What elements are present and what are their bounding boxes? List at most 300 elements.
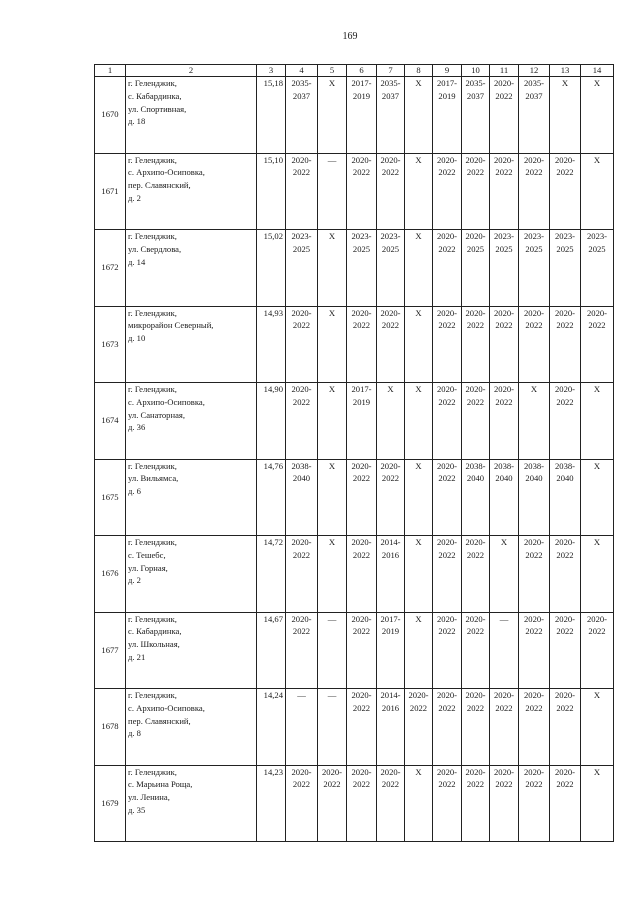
- period-line: 2022: [438, 702, 456, 713]
- address-line: ул. Санаторная,: [128, 409, 185, 420]
- period-line: 2014-: [380, 690, 401, 700]
- period-cell: [581, 612, 614, 689]
- period-cell: [519, 383, 550, 460]
- period-line: 2017-: [380, 613, 401, 624]
- period-line: X: [415, 307, 422, 318]
- period-line: 2020-: [586, 307, 608, 318]
- period-line: 2020-: [291, 537, 312, 547]
- period-line: 2025: [292, 243, 311, 254]
- period-line: 2020-: [321, 766, 343, 777]
- period-cell: [519, 459, 550, 536]
- period-line: 2023-: [291, 231, 312, 241]
- period-line: X: [328, 231, 336, 241]
- period-line: 2019: [381, 626, 400, 637]
- period-cell: [286, 459, 318, 536]
- period-cell: [405, 459, 433, 536]
- period-cell: [462, 230, 490, 307]
- column-number-header: 9: [433, 65, 462, 77]
- period-cell: [490, 383, 519, 460]
- period-cell: [377, 153, 405, 230]
- period-cell: [462, 612, 490, 689]
- row-number: 1673: [95, 306, 126, 383]
- row-number: 1679: [95, 765, 126, 842]
- period-line: 2022: [292, 167, 311, 178]
- period-cell: [490, 306, 519, 383]
- period-cell: [318, 536, 347, 613]
- address-line: микрорайон Северный,: [128, 320, 214, 331]
- period-cell: [377, 77, 405, 154]
- period-line: 2022: [438, 626, 456, 637]
- period-cell: [550, 536, 581, 613]
- address-line: д. 10: [128, 333, 146, 344]
- period-line: 2020-: [523, 613, 545, 624]
- period-line: 2022: [381, 167, 400, 178]
- address-line: г. Геленджик,: [128, 690, 177, 700]
- period-line: 2022: [438, 549, 456, 560]
- period-cell: [405, 765, 433, 842]
- address-line: д. 35: [128, 804, 146, 815]
- period-line: 2022: [495, 779, 513, 790]
- column-number-header: 4: [286, 65, 318, 77]
- period-line: 2023-: [380, 231, 401, 241]
- period-cell: [286, 153, 318, 230]
- period-line: 2022: [381, 473, 400, 484]
- value-cell: 14,67: [257, 612, 286, 689]
- period-line: 2020-: [465, 613, 486, 624]
- period-line: X: [415, 613, 422, 624]
- row-number: 1670: [95, 77, 126, 154]
- period-cell: [405, 383, 433, 460]
- period-line: 2023-: [351, 231, 372, 241]
- period-cell: [519, 536, 550, 613]
- address-cell: [126, 689, 257, 766]
- period-cell: [433, 612, 462, 689]
- row-number: 1675: [95, 459, 126, 536]
- period-line: 2016: [381, 702, 400, 713]
- period-line: 2035-: [523, 78, 545, 88]
- period-cell: [347, 459, 377, 536]
- address-cell: [126, 536, 257, 613]
- period-line: 2040: [495, 473, 513, 484]
- period-cell: [347, 77, 377, 154]
- period-cell: [550, 765, 581, 842]
- period-line: —: [499, 613, 509, 624]
- period-line: 2020-: [554, 307, 576, 318]
- period-line: 2022: [292, 779, 311, 790]
- period-line: 2022: [438, 473, 456, 484]
- period-line: 2022: [438, 243, 456, 254]
- period-line: 2020-: [380, 766, 401, 777]
- period-line: 2020-: [554, 154, 576, 165]
- period-cell: [318, 612, 347, 689]
- period-line: 2037: [525, 90, 543, 101]
- period-line: X: [415, 537, 422, 547]
- address-line: с. Марьина Роща,: [128, 779, 193, 790]
- period-cell: [462, 536, 490, 613]
- period-line: 2020-: [351, 154, 372, 165]
- period-line: 2020-: [465, 690, 486, 700]
- period-line: 2020-: [465, 231, 486, 241]
- period-line: 2038-: [523, 460, 545, 471]
- period-line: X: [415, 231, 422, 241]
- address-line: с. Кабардинка,: [128, 626, 182, 637]
- period-line: X: [530, 384, 538, 394]
- address-line: г. Геленджик,: [128, 307, 177, 318]
- period-line: 2022: [556, 167, 574, 178]
- period-line: 2020-: [554, 384, 576, 394]
- period-line: 2020-: [493, 690, 515, 700]
- period-line: 2022: [525, 779, 543, 790]
- period-line: 2020-: [436, 154, 458, 165]
- period-cell: [581, 230, 614, 307]
- period-cell: [490, 459, 519, 536]
- address-line: с. Архипо-Осиповка,: [128, 702, 205, 713]
- period-line: 2040: [466, 473, 485, 484]
- address-line: с. Архипо-Осиповка,: [128, 167, 205, 178]
- period-line: 2020-: [351, 690, 372, 700]
- period-line: X: [593, 78, 601, 88]
- period-cell: [433, 689, 462, 766]
- period-line: 2019: [352, 90, 371, 101]
- row-number: 1676: [95, 536, 126, 613]
- address-cell: [126, 306, 257, 383]
- period-line: 2022: [292, 396, 311, 407]
- period-line: 2022: [495, 167, 513, 178]
- period-cell: [550, 230, 581, 307]
- period-line: 2020-: [291, 307, 312, 318]
- address-line: д. 14: [128, 256, 146, 267]
- period-line: 2020-: [291, 384, 312, 394]
- period-line: 2020-: [291, 154, 312, 165]
- period-line: X: [593, 460, 601, 471]
- column-number-row: [95, 65, 614, 77]
- period-line: 2020-: [351, 307, 372, 318]
- period-cell: [318, 306, 347, 383]
- value-cell: 14,93: [257, 306, 286, 383]
- period-line: 2017-: [351, 384, 372, 394]
- period-cell: [347, 383, 377, 460]
- period-cell: [286, 765, 318, 842]
- period-cell: [433, 153, 462, 230]
- address-cell: [126, 612, 257, 689]
- period-line: 2020-: [465, 766, 486, 777]
- period-line: 2020-: [436, 460, 458, 471]
- period-line: 2022: [352, 320, 371, 331]
- period-cell: [490, 612, 519, 689]
- period-line: 2025: [466, 243, 485, 254]
- period-line: 2020-: [408, 690, 429, 700]
- address-line: г. Геленджик,: [128, 613, 177, 624]
- schedule-table: [94, 64, 614, 842]
- period-line: 2020-: [351, 613, 372, 624]
- row-number: 1674: [95, 383, 126, 460]
- period-cell: [377, 383, 405, 460]
- period-line: 2022: [438, 396, 456, 407]
- period-cell: [550, 383, 581, 460]
- period-cell: [462, 153, 490, 230]
- period-cell: [550, 459, 581, 536]
- address-cell: [126, 459, 257, 536]
- period-cell: [286, 689, 318, 766]
- address-line: г. Геленджик,: [128, 78, 177, 88]
- period-line: 2025: [525, 243, 543, 254]
- period-cell: [433, 77, 462, 154]
- column-number-header: 7: [377, 65, 405, 77]
- period-line: —: [327, 154, 337, 165]
- row-number: 1672: [95, 230, 126, 307]
- value-cell: 15,10: [257, 153, 286, 230]
- address-line: д. 2: [128, 575, 141, 586]
- period-line: 2020-: [465, 154, 486, 165]
- period-cell: [433, 306, 462, 383]
- address-line: д. 36: [128, 422, 146, 433]
- period-line: 2022: [292, 549, 311, 560]
- period-line: 2022: [556, 549, 574, 560]
- address-line: г. Геленджик,: [128, 460, 177, 471]
- address-line: с. Кабардинка,: [128, 90, 182, 101]
- period-line: 2020-: [291, 613, 312, 624]
- address-line: ул. Горная,: [128, 562, 168, 573]
- period-cell: [405, 230, 433, 307]
- period-line: 2025: [352, 243, 371, 254]
- period-line: 2038-: [554, 460, 576, 471]
- period-line: 2023-: [493, 231, 515, 241]
- period-cell: [318, 689, 347, 766]
- period-line: 2037: [466, 90, 485, 101]
- address-line: пер. Славянский,: [128, 180, 191, 191]
- period-cell: [405, 77, 433, 154]
- period-line: 2022: [466, 702, 485, 713]
- period-line: 2022: [466, 396, 485, 407]
- period-line: 2022: [556, 626, 574, 637]
- period-line: 2038-: [465, 460, 486, 471]
- period-line: 2040: [525, 473, 543, 484]
- period-cell: [347, 536, 377, 613]
- period-line: 2022: [381, 320, 400, 331]
- period-line: 2022: [495, 396, 513, 407]
- period-line: 2022: [323, 779, 341, 790]
- period-cell: [433, 230, 462, 307]
- period-cell: [462, 77, 490, 154]
- address-line: пер. Славянский,: [128, 715, 191, 726]
- period-line: 2022: [466, 549, 485, 560]
- period-cell: [405, 612, 433, 689]
- period-line: 2020-: [436, 231, 458, 241]
- address-line: г. Геленджик,: [128, 384, 177, 394]
- period-line: 2038-: [291, 460, 312, 471]
- table-row: [95, 77, 614, 154]
- period-cell: [377, 689, 405, 766]
- address-line: д. 18: [128, 116, 146, 127]
- column-number-header: 1: [95, 65, 126, 77]
- value-cell: 15,18: [257, 77, 286, 154]
- column-number-header: 12: [519, 65, 550, 77]
- period-line: X: [415, 460, 422, 471]
- period-line: 2020-: [554, 766, 576, 777]
- period-line: X: [415, 154, 422, 165]
- period-line: X: [415, 78, 422, 88]
- period-line: 2022: [556, 396, 574, 407]
- period-line: 2022: [352, 779, 371, 790]
- period-line: 2020-: [380, 460, 401, 471]
- address-line: г. Геленджик,: [128, 231, 177, 241]
- period-line: 2035-: [380, 78, 401, 88]
- period-line: 2020-: [554, 537, 576, 547]
- period-cell: [286, 612, 318, 689]
- period-cell: [377, 459, 405, 536]
- period-line: 2023-: [554, 231, 576, 241]
- address-line: с. Тешебс,: [128, 549, 166, 560]
- period-line: 2020-: [436, 537, 458, 547]
- address-line: г. Геленджик,: [128, 766, 177, 777]
- address-cell: [126, 383, 257, 460]
- period-cell: [519, 689, 550, 766]
- period-cell: [490, 689, 519, 766]
- period-line: X: [328, 384, 336, 394]
- period-line: 2016: [381, 549, 400, 560]
- period-line: 2020-: [523, 307, 545, 318]
- page-number: 169: [342, 31, 358, 42]
- period-line: 2017-: [351, 78, 372, 88]
- table-row: [95, 536, 614, 613]
- period-line: 2025: [588, 243, 606, 254]
- period-line: 2040: [292, 473, 311, 484]
- address-line: д. 21: [128, 651, 146, 662]
- period-cell: [405, 153, 433, 230]
- period-line: 2020-: [291, 766, 312, 777]
- period-line: 2020-: [523, 766, 545, 777]
- period-line: 2022: [525, 549, 543, 560]
- period-line: 2023-: [523, 231, 545, 241]
- period-cell: [462, 689, 490, 766]
- table-row: [95, 383, 614, 460]
- period-line: 2022: [381, 779, 400, 790]
- period-cell: [377, 765, 405, 842]
- table-row: [95, 153, 614, 230]
- period-cell: [318, 765, 347, 842]
- period-cell: [377, 536, 405, 613]
- period-cell: [347, 612, 377, 689]
- period-line: 2020-: [493, 154, 515, 165]
- period-line: 2022: [588, 626, 606, 637]
- period-line: 2019: [352, 396, 371, 407]
- column-number-header: 10: [462, 65, 490, 77]
- period-cell: [490, 230, 519, 307]
- period-cell: [581, 536, 614, 613]
- column-number-header: 6: [347, 65, 377, 77]
- period-line: 2022: [556, 779, 574, 790]
- period-line: 2023-: [586, 231, 608, 241]
- address-cell: [126, 230, 257, 307]
- period-line: 2022: [556, 702, 574, 713]
- column-number-header: 2: [126, 65, 257, 77]
- period-cell: [550, 77, 581, 154]
- period-line: 2020-: [523, 154, 545, 165]
- period-line: 2022: [495, 320, 513, 331]
- table-row: [95, 459, 614, 536]
- period-cell: [519, 153, 550, 230]
- period-line: 2022: [525, 702, 543, 713]
- period-line: 2020-: [351, 537, 372, 547]
- period-line: 2020-: [436, 307, 458, 318]
- column-number-header: 5: [318, 65, 347, 77]
- value-cell: 15,02: [257, 230, 286, 307]
- period-line: 2022: [352, 702, 371, 713]
- period-line: 2022: [466, 167, 485, 178]
- period-line: 2025: [495, 243, 513, 254]
- period-cell: [433, 459, 462, 536]
- period-line: 2035-: [291, 78, 312, 88]
- period-line: X: [593, 537, 601, 547]
- address-line: ул. Свердлова,: [128, 243, 182, 254]
- address-line: г. Геленджик,: [128, 537, 177, 547]
- table-row: [95, 230, 614, 307]
- period-line: 2022: [438, 167, 456, 178]
- address-cell: [126, 153, 257, 230]
- period-cell: [550, 689, 581, 766]
- period-line: 2022: [556, 320, 574, 331]
- period-cell: [318, 383, 347, 460]
- period-line: 2022: [525, 320, 543, 331]
- period-line: 2025: [381, 243, 400, 254]
- period-line: 2020-: [586, 613, 608, 624]
- row-number: 1677: [95, 612, 126, 689]
- period-line: 2020-: [436, 613, 458, 624]
- period-cell: [318, 153, 347, 230]
- period-cell: [433, 536, 462, 613]
- period-cell: [433, 765, 462, 842]
- period-cell: [347, 306, 377, 383]
- period-line: 2022: [438, 779, 456, 790]
- period-cell: [490, 153, 519, 230]
- period-line: 2019: [438, 90, 456, 101]
- period-cell: [581, 765, 614, 842]
- table-row: [95, 306, 614, 383]
- period-line: 2022: [292, 320, 311, 331]
- period-cell: [490, 536, 519, 613]
- period-cell: [405, 306, 433, 383]
- period-line: 2020-: [436, 766, 458, 777]
- period-line: 2022: [466, 320, 485, 331]
- period-line: 2022: [525, 626, 543, 637]
- period-line: 2020-: [380, 307, 401, 318]
- period-line: 2020-: [554, 613, 576, 624]
- period-line: X: [415, 766, 422, 777]
- period-cell: [433, 383, 462, 460]
- address-cell: [126, 765, 257, 842]
- period-cell: [519, 765, 550, 842]
- period-line: X: [328, 307, 336, 318]
- period-line: 2022: [495, 90, 513, 101]
- period-line: 2038-: [493, 460, 515, 471]
- address-line: ул. Ленина,: [128, 792, 170, 803]
- period-line: 2017-: [436, 78, 458, 88]
- period-line: 2035-: [465, 78, 486, 88]
- row-number: 1678: [95, 689, 126, 766]
- period-cell: [347, 230, 377, 307]
- period-line: 2022: [352, 167, 371, 178]
- period-line: —: [327, 690, 337, 700]
- address-cell: [126, 77, 257, 154]
- period-cell: [377, 306, 405, 383]
- period-line: 2022: [466, 626, 485, 637]
- period-line: X: [415, 384, 422, 394]
- period-line: 2020-: [493, 307, 515, 318]
- period-line: 2022: [438, 320, 456, 331]
- period-line: 2022: [525, 167, 543, 178]
- period-cell: [462, 459, 490, 536]
- period-line: 2020-: [465, 537, 486, 547]
